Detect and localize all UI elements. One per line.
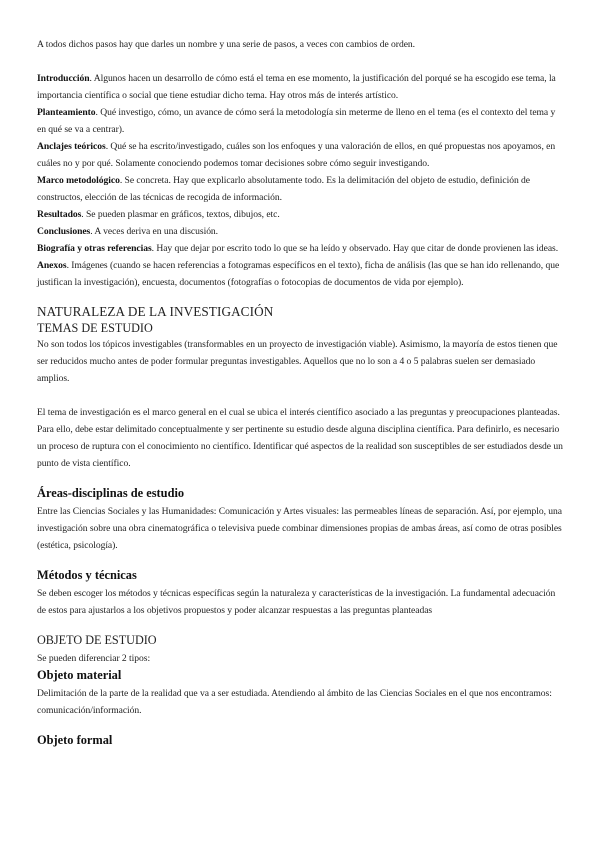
step-term: Resultados <box>37 209 82 220</box>
steps-list <box>37 70 564 291</box>
step-text: . Se concreta. Hay que explicarlo absolutamente todo. Es la delimitación del objeto de estudio, definición de constructos, elección de las técnicas de recogida de información. <box>37 175 531 203</box>
metodos-heading: Métodos y técnicas <box>37 568 137 582</box>
step-introduccion <box>37 70 564 104</box>
naturaleza-heading: NATURALEZA DE LA INVESTIGACIÓN <box>37 304 274 319</box>
step-term: Marco metodológico <box>37 175 120 186</box>
step-text: . Hay que dejar por escrito todo lo que se ha leído y observado. Hay que citar de donde provienen las ideas. <box>151 243 559 254</box>
temas-paragraph-1: No son todos los tópicos investigables (transformables en un proyecto de investigación viable). Asimismo, la mayoría de estos tienen que ser reducidos mucho antes de poder formular preguntas investigables. Aquellos que no lo son a 4 o 5 palabras suelen ser demasiado amplios. <box>37 339 558 384</box>
step-text: . Se pueden plasmar en gráficos, textos, dibujos, etc. <box>81 209 280 220</box>
temas-heading: TEMAS DE ESTUDIO <box>37 321 153 335</box>
objeto-material-paragraph: Delimitación de la parte de la realidad que va a ser estudiada. Atendiendo al ámbito de las Ciencias Sociales en el que nos encontramos: comunicación/información. <box>37 688 552 716</box>
intro-paragraph: A todos dichos pasos hay que darles un nombre y una serie de pasos, a veces con cambios de orden. <box>37 39 416 50</box>
metodos-paragraph: Se deben escoger los métodos y técnicas específicas según la naturaleza y características de la investigación. La fundamental adecuación de estos para ajustarlos a los objetivos propuestos y poder alcanzar respuestas a las preguntas planteadas <box>37 588 556 616</box>
temas-paragraph-2: El tema de investigación es el marco general en el cual se ubica el interés científico asociado a las preguntas y preocupaciones planteadas. Para ello, debe estar delimitado conceptualmente y ser pertinente su estudio desde alguna disciplina científica. Para definirlo, es necesario un proceso de ruptura con el conocimiento no científico. Identificar qué aspectos de la realidad son susceptibles de ser estudiados desde un punto de vista científico. <box>37 407 563 469</box>
objeto-formal-heading: Objeto formal <box>37 733 113 747</box>
step-text: . Qué se ha escrito/investigado, cuáles son los enfoques y una valoración de ellos, en qué propuestas nos apoyamos, en cuáles no y por qué. Solamente conociendo podemos tomar decisiones sobre cómo seguir investigando. <box>37 141 556 169</box>
step-text: . A veces deriva en una discusión. <box>90 226 219 237</box>
step-biografia <box>37 240 564 257</box>
step-text: . Qué investigo, cómo, un avance de cómo será la metodología sin meterme de lleno en el tema (es el contexto del tema y en qué se va a centrar). <box>37 107 556 135</box>
step-term: Anclajes teóricos <box>37 141 106 152</box>
step-term: Conclusiones <box>37 226 91 237</box>
step-term: Biografía y otras referencias <box>37 243 152 254</box>
objeto-intro: Se pueden diferenciar 2 tipos: <box>37 653 151 664</box>
step-anexos <box>37 257 564 291</box>
areas-heading: Áreas-disciplinas de estudio <box>37 486 185 500</box>
step-planteamiento <box>37 104 564 138</box>
step-resultados <box>37 206 564 223</box>
step-term: Introducción <box>37 73 90 84</box>
step-text: . Imágenes (cuando se hacen referencias a fotogramas específicos en el texto), ficha de análisis (las que se han ido rellenando, que justifican la investigación), encuesta, documentos (fotografías o fotocopias de documentos de vida por ejemplo). <box>37 260 560 288</box>
step-term: Anexos <box>37 260 67 271</box>
areas-paragraph: Entre las Ciencias Sociales y las Humanidades: Comunicación y Artes visuales: las permeables líneas de separación. Así, por ejemplo, una investigación sobre una obra cinematográfica o televisiva puede combinar dimensiones propias de ambas áreas, así como de otras posibles (estética, psicología). <box>37 506 562 551</box>
step-term: Planteamiento <box>37 107 96 118</box>
step-anclajes <box>37 138 564 172</box>
objeto-heading: OBJETO DE ESTUDIO <box>37 633 157 647</box>
step-conclusiones <box>37 223 564 240</box>
objeto-material-heading: Objeto material <box>37 668 122 682</box>
step-text: . Algunos hacen un desarrollo de cómo está el tema en ese momento, la justificación del porqué se ha escogido ese tema, la importancia científica o social que tiene estudiar dicho tema. Hay otros más de interés artístico. <box>37 73 556 101</box>
step-marco <box>37 172 564 206</box>
